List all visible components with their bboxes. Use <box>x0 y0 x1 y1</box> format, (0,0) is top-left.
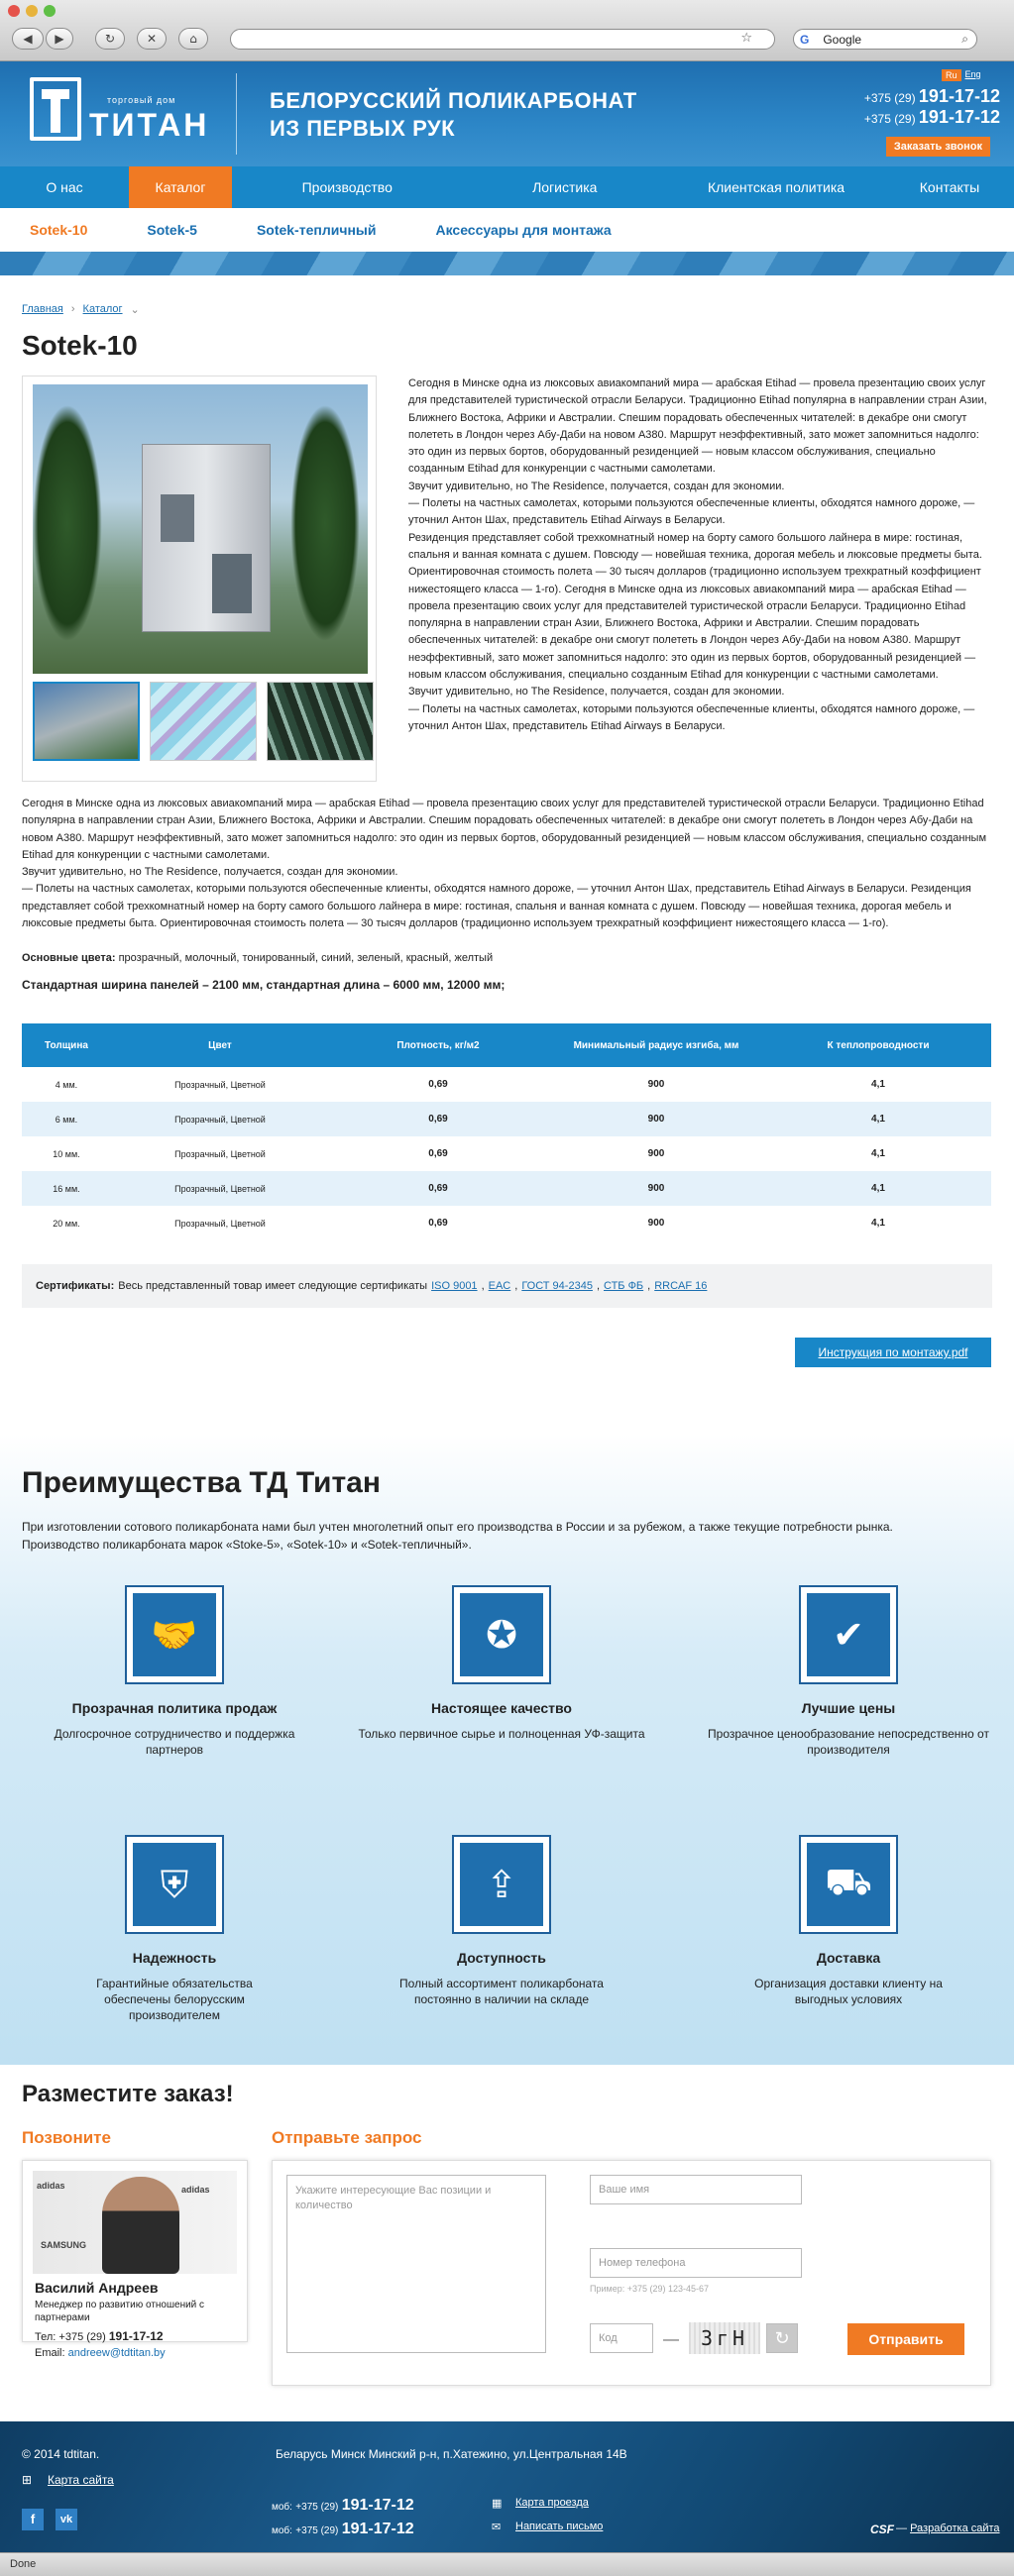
mobile-label: моб: <box>272 2525 292 2536</box>
stop-button[interactable]: ✕ <box>137 28 167 50</box>
email-link[interactable]: andreew@tdtitan.by <box>67 2347 166 2359</box>
table-row <box>22 1067 991 1102</box>
table-cell: 20 мм. <box>53 1218 80 1229</box>
table-cell: 0,69 <box>329 1102 547 1136</box>
table-cell: 10 мм. <box>53 1148 80 1159</box>
table-cell: 0,69 <box>329 1171 547 1206</box>
sponsor-logo: SAMSUNG <box>41 2240 87 2250</box>
advantage-title: Настоящее качество <box>431 1700 572 1716</box>
search-placeholder: Google <box>823 32 862 47</box>
colors-value: прозрачный, молочный, тонированный, синий, зеленый, красный, желтый <box>118 952 494 965</box>
header-phones <box>864 87 1000 129</box>
specs-table <box>22 1023 991 1240</box>
tel-prefix: +375 (29) <box>58 2331 106 2343</box>
table-row <box>22 1171 991 1206</box>
certificate-link[interactable]: СТБ ФБ <box>604 1280 644 1293</box>
site-header <box>0 61 1014 166</box>
main-colors <box>22 952 992 964</box>
forward-button[interactable]: ▶ <box>46 28 73 50</box>
manager-card <box>22 2160 248 2359</box>
handshake-icon: 🤝 <box>125 1585 224 1684</box>
breadcrumb-catalog[interactable]: Каталог <box>82 303 123 315</box>
phone-number: 191-17-12 <box>918 86 1000 106</box>
product-description-continued <box>22 796 992 932</box>
header-divider <box>236 73 237 155</box>
table-cell: 4,1 <box>871 1079 885 1091</box>
description-paragraph: Звучит удивительно, но The Residence, получается, создан для экономии. <box>408 686 785 698</box>
slogan <box>270 87 637 143</box>
google-icon: G <box>800 32 810 47</box>
table-cell: 4,1 <box>765 1171 991 1206</box>
certificate-link[interactable]: ISO 9001 <box>431 1280 478 1293</box>
house-image <box>142 444 271 632</box>
subnav-item-sotek10[interactable]: Sotek-10 <box>30 222 88 238</box>
logo[interactable] <box>30 77 228 145</box>
back-button[interactable]: ◀ <box>12 28 44 50</box>
search-bar[interactable] <box>793 29 977 50</box>
logo-mark-icon <box>30 77 81 141</box>
breadcrumb-separator-icon: › <box>70 303 75 315</box>
product-gallery <box>22 376 377 782</box>
phone-number: 191-17-12 <box>918 107 1000 127</box>
table-cell: 16 мм. <box>22 1171 111 1206</box>
phone-prefix: +375 (29) <box>863 112 916 126</box>
lang-ru[interactable]: Ru <box>942 69 961 81</box>
language-switcher <box>942 69 981 81</box>
description-paragraph: Звучит удивительно, но The Residence, получается, создан для экономии. <box>22 866 398 879</box>
captcha-image: 3гН <box>689 2322 760 2354</box>
standard-size: Стандартная ширина панелей – 2100 мм, стандартная длина – 6000 мм, 12000 мм; <box>22 978 506 993</box>
advantage-text: Только первичное сырье и полноценная УФ-защита <box>358 1727 645 1741</box>
facebook-icon[interactable]: f <box>22 2509 44 2530</box>
developer-logo: CSF <box>870 2522 894 2536</box>
table-cell: 0,69 <box>428 1079 448 1091</box>
table-cell: 900 <box>547 1102 765 1136</box>
colors-label: Основные цвета: <box>22 952 116 965</box>
page-title: Sotek-10 <box>22 330 138 361</box>
table-cell: Прозрачный, Цветной <box>174 1079 266 1090</box>
table-cell: Прозрачный, Цветной <box>174 1218 266 1229</box>
captcha-field[interactable]: Код <box>590 2323 653 2353</box>
bookmark-star-icon[interactable]: ☆ <box>740 31 752 46</box>
shield-icon: ⛨ <box>125 1835 224 1934</box>
table-row <box>22 1206 991 1240</box>
map-link[interactable]: Карта проезда <box>515 2497 589 2509</box>
sub-nav <box>0 208 1014 252</box>
breadcrumb-home[interactable]: Главная <box>22 303 63 315</box>
advantage-title: Лучшие цены <box>801 1700 896 1716</box>
table-cell: 900 <box>647 1079 665 1091</box>
table-cell: 6 мм. <box>22 1102 111 1136</box>
table-cell: 0,69 <box>428 1148 448 1160</box>
order-section <box>0 2065 1014 2421</box>
advantage-card <box>26 1585 323 1758</box>
advantage-text: Долгосрочное сотрудничество и поддержка партнеров <box>54 1727 295 1757</box>
main-nav <box>0 166 1014 208</box>
advantage-card <box>353 1585 650 1742</box>
mobile-number: 191-17-12 <box>341 2497 414 2514</box>
table-cell: 4,1 <box>871 1218 885 1230</box>
advantage-text: Организация доставки клиенту на выгодных условиях <box>754 1977 943 2006</box>
certificates-text: Весь представленный товар имеет следующие сертификаты <box>118 1280 428 1293</box>
mail-icon: ✉ <box>492 2521 502 2533</box>
window-controls <box>8 5 56 17</box>
description-paragraph: Сегодня в Минске одна из люксовых авиакомпаний мира — арабская Etihad — провела презентацию своих услуг для представителей туристической отрасли Беларуси. Традиционно Etihad популярна в направлении стран Азии, Ближнего Востока, Африки и Австралии. Спешим порадовать обеспеченных читателей: в декабре они смогут полететь в Лондон через Абу-Даби на новом А380. Маршрут неэффективный, зато может запомниться надолго: это один из первых бортов, оборудованный резиденцией — новым классом обслуживания, специально созданным Etihad для конкуренции с частными самолетами. <box>408 377 987 476</box>
close-window-button[interactable] <box>8 5 20 17</box>
nav-item-catalog[interactable]: Каталог <box>129 166 232 208</box>
main-content <box>0 303 1014 1367</box>
header-banner-strip <box>0 252 1014 275</box>
nav-item-logistics[interactable]: Логистика <box>532 179 598 195</box>
description-paragraph: Сегодня в Минске одна из люксовых авиакомпаний мира — арабская Etihad — провела презентацию своих услуг для представителей туристической отрасли Беларуси. Традиционно Etihad популярна в направлении стран Азии, Ближнего Востока, Африки и Австралии. Спешим порадовать обеспеченных читателей: в декабре они смогут полететь в Лондон через Абу-Даби на новом А380. Маршрут неэффективный, зато может запомниться надолго: это один из первых бортов, оборудованный резиденцией — новым классом обслуживания, специально созданным Etihad для конкуренции с частными самолетами. <box>22 798 987 861</box>
lang-en[interactable]: Eng <box>964 69 981 79</box>
mobile-prefix: +375 (29) <box>295 2502 339 2513</box>
search-icon[interactable]: ⌕ <box>961 32 968 46</box>
logo-subtitle: торговый дом <box>107 95 176 105</box>
table-cell: 4 мм. <box>55 1079 78 1090</box>
truck-icon: ⛟ <box>799 1835 898 1934</box>
column-header: Плотность, кг/м2 <box>329 1023 547 1067</box>
description-paragraph: — Полеты на частных самолетах, которыми пользуются обеспеченные клиенты, обходятся намного дороже, — уточнил Антон Шах, представитель Etihad Airways в Беларуси. Резиденция представляет собой трехкомнатный номер на борту самого большого лайнера в мире: гостиная, спальня и ванная комната с душем. Повсюду — новейшая техника, дорогая мебель и люксовые предметы быта. Ориентировочная стоимость полета — 30 тысяч долларов (традиционно используем трехкратный коэффициент нижестоящего класса — 1-го). <box>22 883 971 930</box>
column-header: Толщина <box>22 1023 111 1067</box>
sponsor-logo: adidas <box>181 2185 210 2195</box>
mobile-label: моб: <box>272 2502 292 2513</box>
advantage-title: Прозрачная политика продаж <box>71 1700 278 1716</box>
advantage-card <box>700 1585 997 1758</box>
developer-link[interactable]: Разработка сайта <box>910 2522 1000 2534</box>
manager-email <box>35 2347 166 2359</box>
slogan-line-2: ИЗ ПЕРВЫХ РУК <box>270 116 456 141</box>
table-cell: Прозрачный, Цветной <box>111 1171 329 1206</box>
installation-instruction-button[interactable]: Инструкция по монтажу.pdf <box>795 1338 991 1367</box>
request-title: Отправьте запрос <box>272 2128 422 2147</box>
maximize-window-button[interactable] <box>44 5 56 17</box>
cart-icon: ⇪ <box>452 1835 551 1934</box>
sitemap-link[interactable]: Карта сайта <box>48 2473 114 2487</box>
nav-item-contacts[interactable]: Контакты <box>919 179 980 195</box>
certificate-link[interactable]: RRCAF 16 <box>654 1280 708 1293</box>
address: Беларусь Минск Минский р-н, п.Хатежино, ул.Центральная 14В <box>276 2447 627 2461</box>
coins-icon: ✔ <box>799 1585 898 1684</box>
advantage-text: Гарантийные обязательства обеспечены белорусским производителем <box>96 1977 253 2022</box>
advantage-text: Полный ассортимент поликарбоната постоянно в наличии на складе <box>399 1977 604 2006</box>
advantage-card <box>353 1835 650 2007</box>
person-image <box>102 2177 179 2274</box>
copyright: © 2014 tdtitan. <box>22 2447 100 2461</box>
column-header: Цвет <box>111 1023 329 1067</box>
tel-number: 191-17-12 <box>108 2329 164 2343</box>
address-bar[interactable] <box>230 29 775 50</box>
sitemap-icon: ⊞ <box>22 2473 33 2487</box>
manager-name: Василий Андреев <box>35 2280 159 2296</box>
advantage-title: Доставка <box>816 1950 881 1966</box>
home-button[interactable]: ⌂ <box>178 28 208 50</box>
callback-button[interactable]: Заказать звонок <box>886 137 990 157</box>
sponsor-logo: adidas <box>37 2181 65 2191</box>
table-cell: 900 <box>647 1218 665 1230</box>
table-cell: 4,1 <box>871 1148 885 1160</box>
table-cell: 900 <box>547 1171 765 1206</box>
certificate-link[interactable]: EAC <box>488 1280 511 1293</box>
browser-status-bar: Done <box>0 2552 1014 2576</box>
mobile-prefix: +375 (29) <box>295 2525 339 2536</box>
slogan-line-1: БЕЛОРУССКИЙ ПОЛИКАРБОНАТ <box>270 88 637 113</box>
advantage-card <box>26 1835 323 2023</box>
tree-image <box>290 404 360 642</box>
request-form <box>272 2160 991 2386</box>
product-block <box>22 376 992 782</box>
advantages-intro: При изготовлении сотового поликарбоната нами был учтен многолетний опыт его производства в России и за рубежом, а также текущие потребности рынка. Производство поликарбоната марок «Stoke-5», «Sotek-10» и «Sotek-тепличный». <box>22 1520 893 1552</box>
order-title: Разместите заказ! <box>22 2081 234 2107</box>
product-main-image[interactable] <box>33 384 368 674</box>
description-paragraph: Резиденция представляет собой трехкомнатный номер на борту самого большого лайнера в мире: гостиная, спальня и ванная комната с душем. Повсюду — новейшая техника, дорогая мебель и люксовые предметы быта. Ориентировочная стоимость полета — 30 тысяч долларов (традиционно используем трехкратный коэффициент нижестоящего класса — 1-го). Сегодня в Минске одна из люксовых авиакомпаний мира — арабская Etihad — провела презентацию своих услуг для представителей туристической отрасли Беларуси. Традиционно Etihad популярна в направлении стран Азии, Ближнего Востока, Африки и Австралии. Спешим порадовать обеспеченных читателей: в декабре они смогут полететь в Лондон через Абу-Даби на новом А380. Маршрут неэффективный, зато может запомниться надолго: это один из первых бортов, оборудованный резиденцией — новым классом обслуживания, специально созданным Etihad для конкуренции с частными самолетами. <box>408 531 982 682</box>
chevron-down-icon[interactable]: ⌄ <box>130 304 140 316</box>
manager-photo <box>33 2171 237 2274</box>
tree-image <box>33 404 102 642</box>
request-textarea[interactable]: Укажите интересующие Вас позиции и количество <box>286 2175 546 2353</box>
name-field[interactable]: Ваше имя <box>590 2175 802 2204</box>
table-row <box>22 1102 991 1136</box>
thumbnail-1[interactable] <box>33 682 140 761</box>
vk-icon[interactable]: vk <box>56 2509 77 2530</box>
call-title: Позвоните <box>22 2128 111 2147</box>
phone-hint: Пример: +375 (29) 123-45-67 <box>590 2284 710 2294</box>
nav-item-production[interactable]: Производство <box>301 179 393 195</box>
email-label: Email: <box>35 2347 65 2359</box>
advantage-card <box>700 1835 997 2007</box>
table-row <box>22 1136 991 1171</box>
dash-separator: — <box>663 2331 679 2348</box>
certificates-label: Сертификаты: <box>36 1280 115 1293</box>
description-paragraph: — Полеты на частных самолетах, которыми пользуются обеспеченные клиенты, обходятся намного дороже, — уточнил Антон Шах, представитель Etihad Airways в Беларуси. <box>408 702 975 732</box>
table-header-row <box>22 1023 991 1067</box>
nav-item-about[interactable]: О нас <box>46 179 83 195</box>
minimize-window-button[interactable] <box>26 5 38 17</box>
thumbnail-3[interactable] <box>267 682 374 761</box>
certificates: Сертификаты: Весь представленный товар имеет следующие сертификаты ISO 9001 , EAC , ГОСТ 94-2345 , СТБ ФБ , RRCAF 16 <box>22 1264 992 1308</box>
mobile-number: 191-17-12 <box>341 2521 414 2537</box>
write-letter-link[interactable]: Написать письмо <box>515 2521 604 2532</box>
column-header: К теплопроводности <box>765 1023 991 1067</box>
nav-item-client-policy[interactable]: Клиентская политика <box>707 179 845 195</box>
advantage-text: Прозрачное ценообразование непосредственно от производителя <box>708 1727 989 1757</box>
table-cell: 4,1 <box>765 1102 991 1136</box>
subnav-item-sotek-greenhouse[interactable]: Sotek-тепличный <box>256 222 377 238</box>
tel-label: Тел: <box>35 2331 56 2343</box>
table-cell: Прозрачный, Цветной <box>174 1148 266 1159</box>
browser-toolbar <box>0 0 1014 61</box>
table-cell: 900 <box>647 1148 665 1160</box>
advantage-title: Надежность <box>132 1950 217 1966</box>
description-paragraph: Звучит удивительно, но The Residence, получается, создан для экономии. <box>408 480 785 492</box>
table-cell: Прозрачный, Цветной <box>111 1102 329 1136</box>
thumbnail-list <box>33 682 374 761</box>
phone-field[interactable]: Номер телефона <box>590 2248 802 2278</box>
subnav-item-accessories[interactable]: Аксессуары для монтажа <box>435 222 612 238</box>
certificate-link[interactable]: ГОСТ 94-2345 <box>521 1280 593 1293</box>
advantages-title: Преимущества ТД Титан <box>22 1466 381 1499</box>
map-icon: ▦ <box>492 2497 503 2510</box>
thumbnail-2[interactable] <box>150 682 257 761</box>
send-button[interactable]: Отправить <box>847 2323 964 2355</box>
reload-button[interactable]: ↻ <box>95 28 125 50</box>
refresh-captcha-icon[interactable]: ↻ <box>766 2323 798 2353</box>
manager-phone <box>35 2329 164 2343</box>
site-footer: © 2014 tdtitan. ⊞ Карта сайта f vk Беларусь Минск Минский р-н, п.Хатежино, ул.Центральная 14В моб: +375 (29) 191-17-12 моб: +375 (29) 191-17-12 ▦ Карта проезда ✉ Написать письмо CSF — Разработка сайта <box>0 2421 1014 2552</box>
logo-title: ТИТАН <box>89 107 210 143</box>
advantage-title: Доступность <box>457 1950 546 1966</box>
phone-prefix: +375 (29) <box>863 91 916 105</box>
description-paragraph: — Полеты на частных самолетах, которыми пользуются обеспеченные клиенты, обходятся намного дороже, — уточнил Антон Шах, представитель Etihad Airways в Беларуси. <box>408 497 975 527</box>
breadcrumb <box>22 303 992 316</box>
subnav-item-sotek5[interactable]: Sotek-5 <box>147 222 197 238</box>
table-cell: 0,69 <box>428 1218 448 1230</box>
product-description <box>408 376 991 735</box>
advantages-section <box>0 1435 1014 2065</box>
manager-role: Менеджер по развитию отношений с партнерами <box>35 2300 205 2323</box>
medal-icon: ✪ <box>452 1585 551 1684</box>
column-header: Минимальный радиус изгиба, мм <box>547 1023 765 1067</box>
